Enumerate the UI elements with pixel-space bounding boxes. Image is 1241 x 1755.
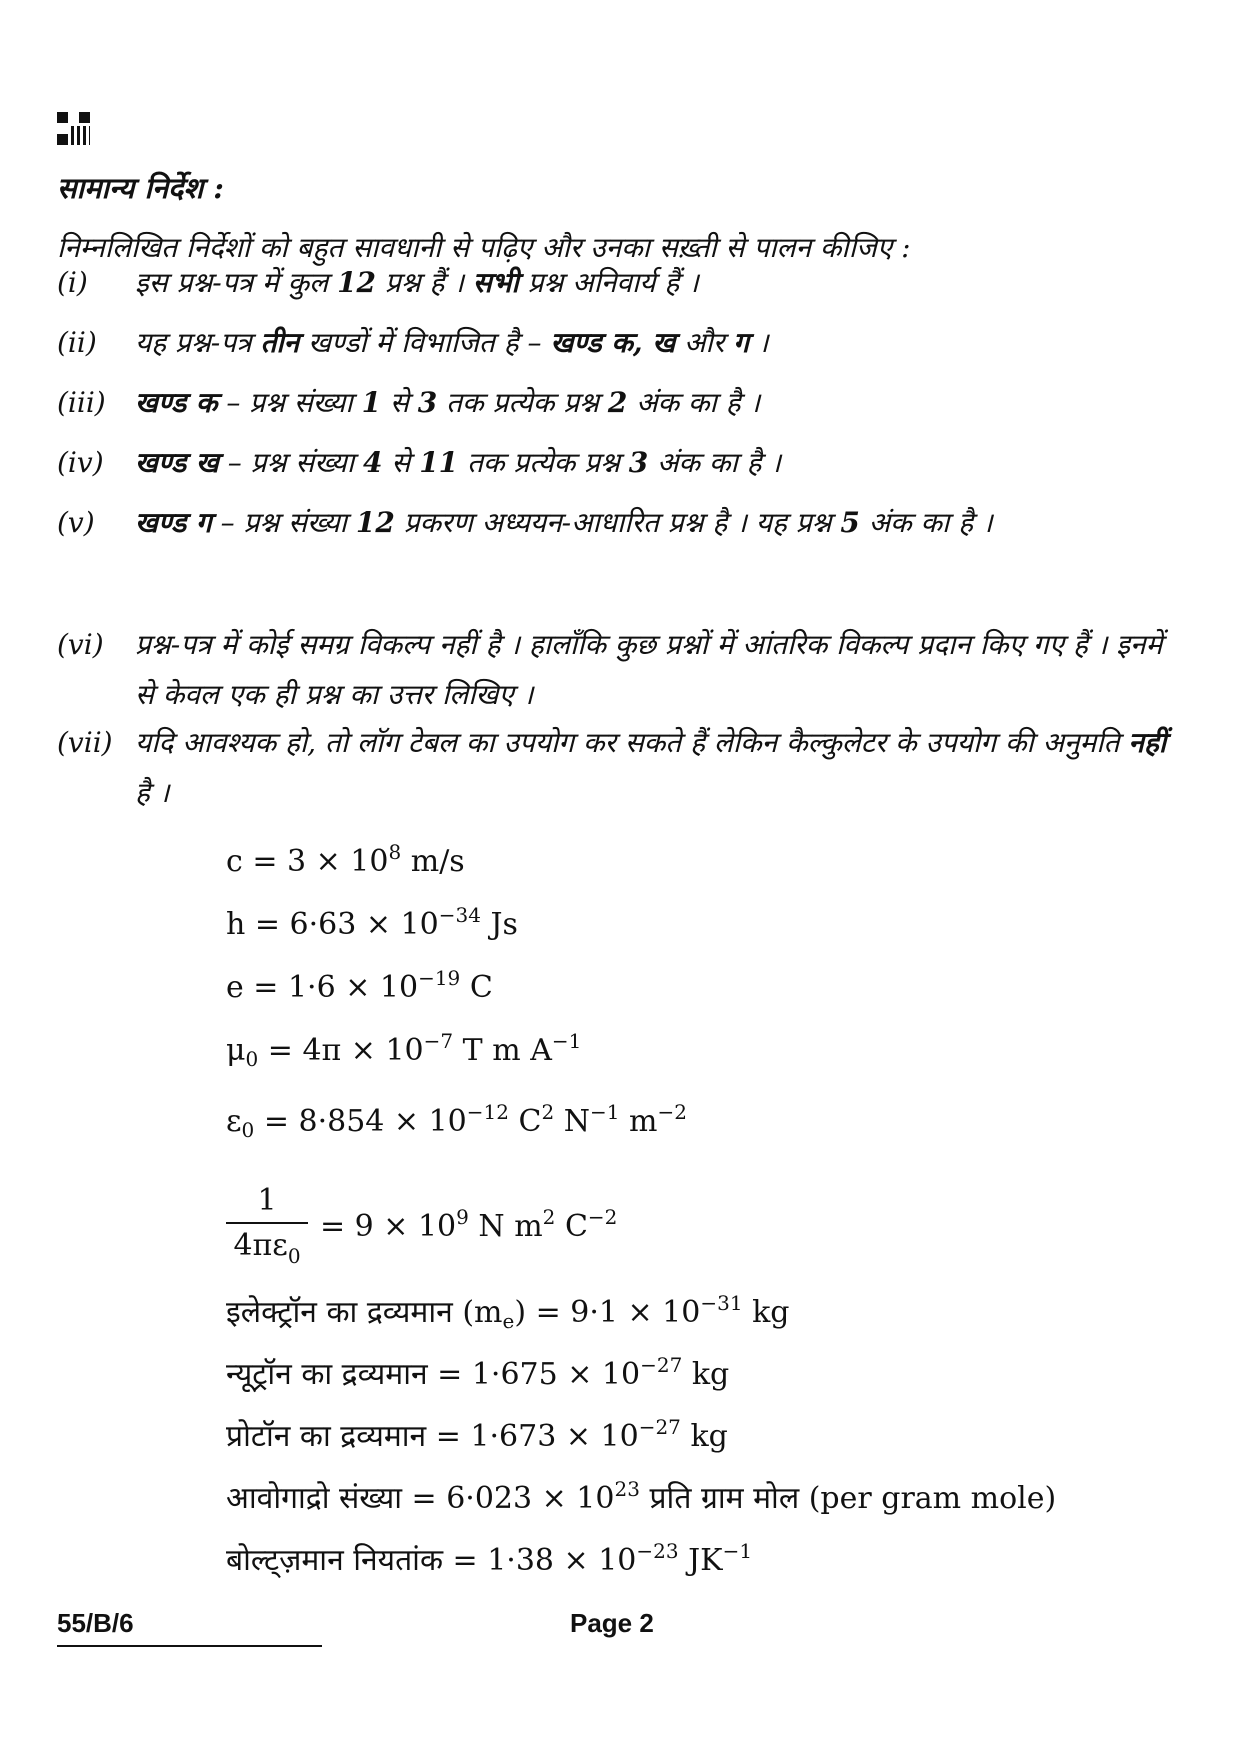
instruction-7: (vii) यदि आवश्यक हो, तो लॉग टेबल का उपयोग कर सकते हैं लेकिन कैल्कुलेटर के उपयोग की अनुमति नहीं है । xyxy=(57,726,1167,809)
constant-electron-charge: $e = 1\cdot 6 \times 10^{-19}$ C xyxy=(226,966,493,1005)
constant-avogadro: आवोगाद्रो संख्या = $6\cdot 023 \times 10^{23}$ प्रति ग्राम मोल (per gram mole) xyxy=(226,1477,1057,1516)
page-number: Page 2 xyxy=(570,1608,654,1638)
coulomb-fraction: $\frac{1}{4\pi\varepsilon_0}$ xyxy=(226,1183,308,1268)
constant-electron-mass: इलेक्ट्रॉन का द्रव्यमान $(m_e) = 9\cdot 1 \times 10^{-31}$ kg xyxy=(226,1291,790,1333)
paper-code: 55/B/6 xyxy=(57,1608,322,1647)
instructions-intro: निम्नलिखित निर्देशों को बहुत सावधानी से पढ़िए और उनका सख़्ती से पालन कीजिए : xyxy=(57,231,911,264)
constant-speed-of-light: $c = 3 \times 10^8$ m/s xyxy=(226,840,465,879)
constant-permittivity: $\varepsilon_0 = 8\cdot 854 \times 10^{-12}$ $C^2$ $N^{-1}$ $m^{-2}$ xyxy=(226,1100,687,1142)
coulomb-constant-value: = $9 \times 10^9$ N $m^2$ $C^{-2}$ xyxy=(320,1205,618,1244)
constant-neutron-mass: न्यूट्रॉन का द्रव्यमान = $1\cdot 675 \times 10^{-27}$ kg xyxy=(226,1353,730,1392)
instruction-3: (iii) खण्ड क – प्रश्न संख्या 1 से 3 तक प्रत्येक प्रश्न 2 अंक का है । xyxy=(57,386,761,419)
instruction-4: (iv) खण्ड ख – प्रश्न संख्या 4 से 11 तक प्रत्येक प्रश्न 3 अंक का है । xyxy=(57,446,781,479)
qr-code xyxy=(57,112,90,145)
constant-permeability: $\mu_0 = 4\pi \times 10^{-7}$ T m $A^{-1}$ xyxy=(226,1029,582,1071)
instruction-6: (vi) प्रश्न-पत्र में कोई समग्र विकल्प नहीं है । हालाँकि कुछ प्रश्नों में आंतरिक विकल्प प्रदान किए गए हैं । इनमें से केवल एक ही प्रश्न का उत्तर लिखिए । xyxy=(57,628,1163,711)
instruction-1: (i) इस प्रश्न-पत्र में कुल 12 प्रश्न हैं । सभी प्रश्न अनिवार्य हैं । xyxy=(57,266,699,299)
constant-planck: $h = 6\cdot 63 \times 10^{-34}$ Js xyxy=(226,903,518,942)
instruction-2: (ii) यह प्रश्न-पत्र तीन खण्डों में विभाजित है – खण्ड क, ख और ग । xyxy=(57,326,769,359)
instruction-5: (v) खण्ड ग – प्रश्न संख्या 12 प्रकरण अध्ययन-आधारित प्रश्न है । यह प्रश्न 5 अंक का है । xyxy=(57,506,993,539)
constant-proton-mass: प्रोटॉन का द्रव्यमान = $1\cdot 673 \times 10^{-27}$ kg xyxy=(226,1415,728,1454)
constant-boltzmann: बोल्ट्ज़मान नियतांक = $1\cdot 38 \times 10^{-23}$ $JK^{-1}$ xyxy=(226,1539,753,1578)
general-instructions-heading: सामान्य निर्देश : xyxy=(57,171,224,205)
